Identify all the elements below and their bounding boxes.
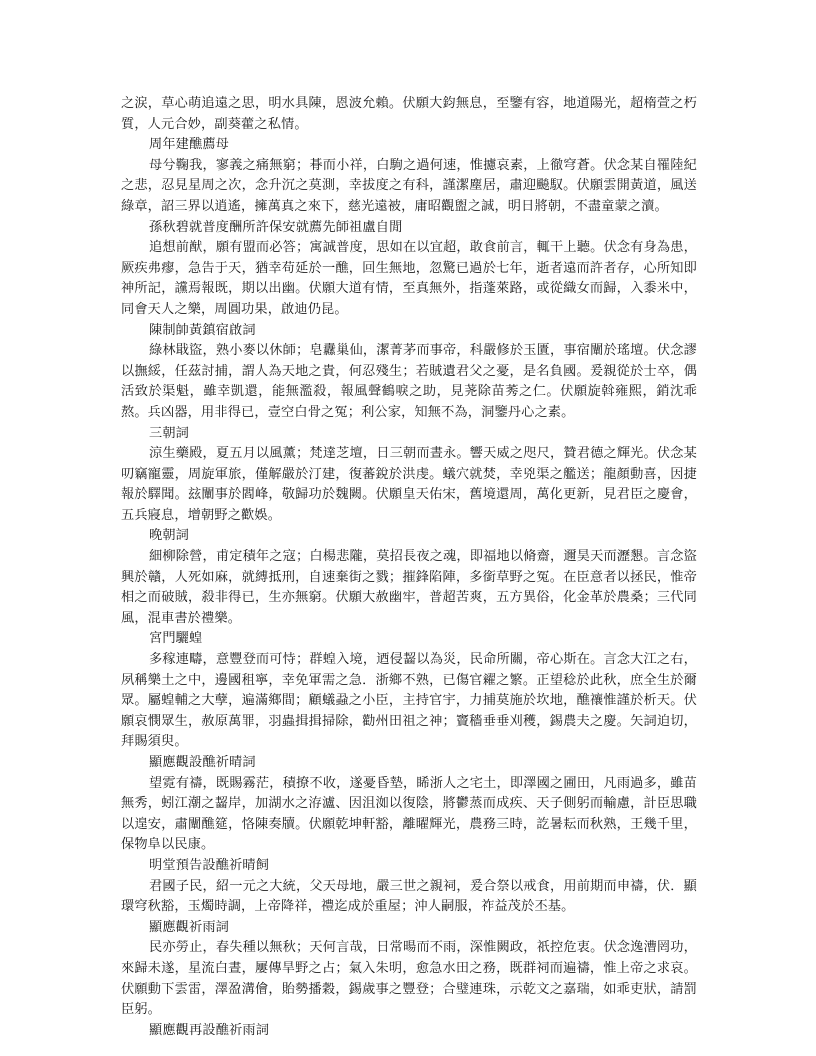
paragraph: 君國子民，紹一元之大統，父天母地，嚴三世之親祠，爰合祭以戒食，用前期而申禱，伏．顯環穹秋豁，玉燭時調，上帝降祥，禮迄成於重屋；沖人嗣服，祚益茂於丕基。: [121, 878, 697, 915]
paragraph: 多稼連疇，意豐登而可恃；群蝗入境，迺侵齧以為災，民命所關，帝心斯在。言念大江之右，夙稱樂土之中，邊國租寧，幸免軍需之急．浙鄉不熟，已傷官糴之繁。正望稔於此秋，庶全生於爾眾。屬蝗輔之大孽，遍滿鄉間；顧蟻蝨之小臣，主持官宇，力捕莫施於坎地，醮禳惟謹於析天。伏願哀憫眾生，赦原萬罪，羽蟲揖揖掃除，勸州田祖之神；竇穡垂垂刈穫，錫農夫之慶。矢詞迫切，拜賜須臾。: [121, 652, 697, 750]
section-heading: 三朝詞: [149, 425, 190, 441]
paragraph: 之涙，草心萌追遠之思，明水具陳，恩波允賴。伏願大鈞無息，至鑒有容，地道陽光，超楕萱之朽質，人元合妙，副葵藿之私情。: [121, 96, 697, 132]
section-heading: 明堂預告設醮祈晴飼: [149, 857, 270, 873]
paragraph: 母兮鞠我，寥義之痛無窮；朞而小祥，白駒之過何速，惟攄哀素，上徹穹蒼。伏念某自罹陸紀之悲，忍見星周之次，念升沉之莫測，幸拔度之有科，謹潔塵居，肅迎飈馭。伏願雲開黃道，風送綠章，詔三界以逍遙，擁萬真之來下，慈光遠被，庸昭觀盥之誠，明日將朝，不盡童蒙之瀆。: [121, 157, 697, 214]
section-heading: 顯應觀設醮祈晴詞: [149, 755, 256, 770]
paragraph: 綠林戢盜，熟小麥以休師；皂纛巢仙，潔菁茅而事帝，科嚴修於玉匱，事宿闡於瑤壇。伏念謬以撫綏，任茲討捕，謂人為天地之貴，何忍殘生；若賊遺君父之憂，是名負國。爰親從於士卒，偶活致於渠魁，雖幸凱還，能無濫殺，報風聲鶴唳之助，見荛除苗莠之仁。伏願旋斡雍熙，銷沈乖熬。兵凶器，用非得已，壹空白骨之冤；利公家，知無不為，洞鑒丹心之素。: [121, 343, 697, 420]
section-heading: 陳制帥黃鎮宿啟詞: [149, 322, 256, 338]
paragraph: 望霓有禱，既賜霧茫，積撩不收，遂憂昏墊，睎浙人之宅土，即澤國之圃田，凡雨過多，雖苗無秀，蚓江潮之齧岸，加湖水之洊瀘、因沮洳以復陰，將鬱蒸而成疾、天子側躬而輸慮，計臣思職以遑安，肅闡醮筵，恪陳奏牘。伏願乾坤軒豁，離曜輝光，農務三時，訖暑耘而秋熟，王幾千里，保物阜以民康。: [121, 775, 697, 853]
section-heading: 周年建醮薦母: [149, 137, 230, 153]
section-heading: 顯應觀再設醮祈雨詞: [149, 1022, 270, 1038]
paragraph: 追想前猷，願有盟而必答；寓誠普度，思如在以宜超，敢食前言，輒干上聽。伏念有身為患，厥疾弗瘳，急告于天，猶幸苟延於一醮，回生無地，忽驚已過於七年，逝者遠而許者存，心所知即神所記，讜焉報既，期以出幽。伏願大道有情，至真無外，指蓬萊路，或從織女而歸，入黍米中，同會天人之樂，周圓功果，啟迪仍昆。: [121, 240, 697, 317]
paragraph: 細柳除營，甫定積年之寇；白楊悲隴，莫招長夜之魂，即福地以脩齋，邇昊天而瀝懇。言念盜興於贛，人死如麻，就縛抵刑，自速棄街之戮；摧鋒陷陣，多銜草野之冤。在臣意者以拯民，惟帝相之而破賊，殺非得已，生亦無窮。伏願大赦幽牢，普超苦爽，五方異俗，化金革於農桑；三代同風，混車書於禮樂。: [121, 549, 697, 626]
section-heading: 顯應觀祈雨詞: [149, 919, 230, 935]
section-heading: 晚朝詞: [149, 528, 190, 544]
section-heading: 孫秋碧就普度酬所許保安就薦先師祖盧自閒: [149, 219, 403, 235]
text-block: [121, 94, 697, 1041]
paragraph: 涼生藥殿，夏五月以風薰；梵達芝壇，日三朝而晝永。響天威之咫尺，贊君德之輝光。伏念某叨竊寵靈，周旋軍旅，僅解嚴於汀建，復蕃銳於洪虔。蟻穴就焚，幸兇渠之艦送；龍顏動喜，因捷報於驛聞。玆闡事於閻峰，敬歸功於魏闕。伏願皇天佑宋，舊境還周，萬化更新，見君臣之慶會，五兵寢息，增朝野之歡娛。: [121, 446, 697, 523]
paragraph: 民亦勞止，春失種以無秋；天何言哉，日常暘而不雨，深惟闕政，祇控危衷。伏念逸漕罔功，來歸未遂，星流白晝，屢傳旱野之占；氣入朱明，愈急水田之務，既群祠而遍禱，惟上帝之求哀。伏願動下雲雷，澤盈溝儈，貽勢播穀，錫歲事之豐登；合璧連珠，示乾文之嘉瑞，如乖吏狀，請罰臣躬。: [121, 940, 697, 1018]
section-heading: 宮門驪蝗: [149, 631, 203, 647]
